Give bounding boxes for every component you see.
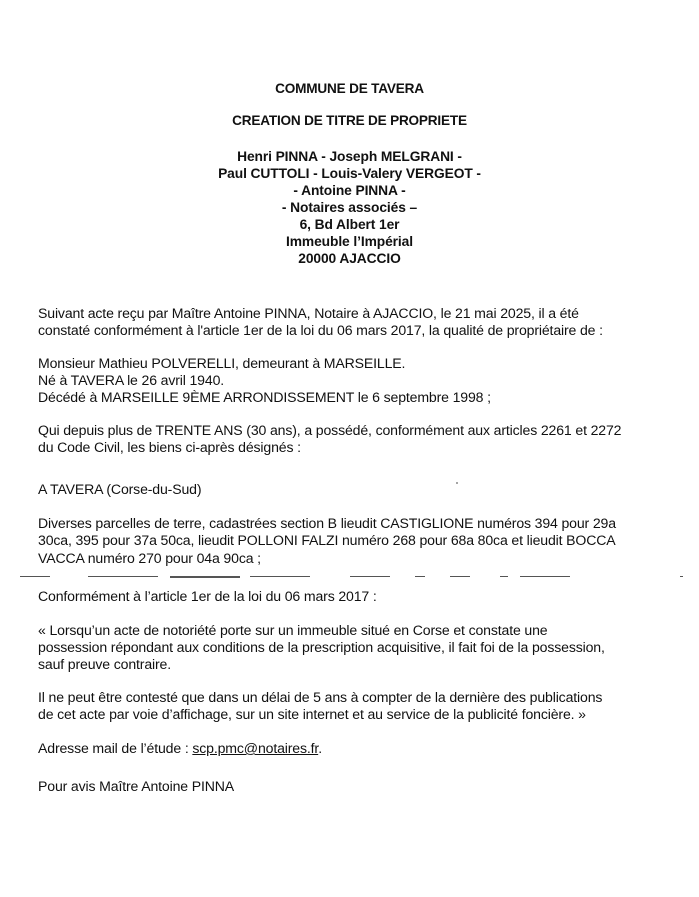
- parcels-line-2: 30ca, 395 pour 37a 50ca, lieudit POLLONI FALZI numéro 268 pour 68a 80ca et lieudit BOCCA: [38, 532, 616, 548]
- person-death-line: Décédé à MARSEILLE 9ÈME ARRONDISSEMENT le 6 septembre 1998 ;: [38, 389, 491, 405]
- intro-line-2: constaté conformément à l'article 1er de la loi du 06 mars 2017, la qualité de propriétaire de :: [38, 322, 603, 338]
- possession-line-2: du Code Civil, les biens ci-après désignés :: [38, 439, 301, 455]
- person-birth-line: Né à TAVERA le 26 avril 1940.: [38, 372, 225, 388]
- location-line: A TAVERA (Corse-du-Sud): [38, 481, 202, 497]
- document-subtitle: CREATION DE TITRE DE PROPRIETE: [232, 113, 467, 128]
- signoff-line: Pour avis Maître Antoine PINNA: [38, 778, 235, 794]
- scan-speck: [456, 482, 458, 484]
- email-line: [38, 740, 322, 757]
- person-name-line: Monsieur Mathieu POLVERELLI, demeurant à MARSEILLE.: [38, 355, 406, 371]
- document-title: COMMUNE DE TAVERA: [275, 81, 424, 96]
- contest-line-1: Il ne peut être contesté que dans un délai de 5 ans à compter de la dernière des publications: [38, 689, 603, 705]
- email-label: Adresse mail de l’étude :: [38, 740, 193, 756]
- notary-firm-label: - Notaires associés –: [281, 200, 418, 215]
- intro-line-1: Suivant acte reçu par Maître Antoine PINNA, Notaire à AJACCIO, le 21 mai 2025, il a été: [38, 305, 579, 321]
- scan-artifact-line: [20, 576, 685, 578]
- possession-line-1: Qui depuis plus de TRENTE ANS (30 ans), a possédé, conformément aux articles 2261 et 2272: [38, 422, 622, 438]
- parcels-line-3: VACCA numéro 270 pour 04a 90ca ;: [38, 550, 261, 566]
- quote-line-1: « Lorsqu’un acte de notoriété porte sur un immeuble situé en Corse et constate une: [38, 622, 548, 638]
- notary-address-building: Immeuble l’Impérial: [286, 234, 413, 249]
- quote-line-3: sauf preuve contraire.: [38, 656, 172, 672]
- notary-names-line-1: Henri PINNA - Joseph MELGRANI -: [237, 149, 462, 164]
- law-reference-line: Conformément à l’article 1er de la loi du 06 mars 2017 :: [38, 588, 377, 604]
- notary-address-city: 20000 AJACCIO: [298, 251, 401, 266]
- contest-line-2: de cet acte par voie d’affichage, sur un site internet et au service de la publicité foncière. »: [38, 706, 586, 722]
- parcels-line-1: Diverses parcelles de terre, cadastrées section B lieudit CASTIGLIONE numéros 394 pour 29a: [38, 515, 616, 531]
- notary-names-line-3: - Antoine PINNA -: [293, 183, 406, 198]
- notary-names-line-2: Paul CUTTOLI - Louis-Valery VERGEOT -: [218, 166, 481, 181]
- quote-line-2: possession répondant aux conditions de la prescription acquisitive, il fait foi de la possession,: [38, 639, 605, 655]
- notary-address-street: 6, Bd Albert 1er: [299, 217, 400, 232]
- email-link[interactable]: scp.pmc@notaires.fr: [192, 740, 319, 756]
- email-suffix: .: [318, 740, 322, 756]
